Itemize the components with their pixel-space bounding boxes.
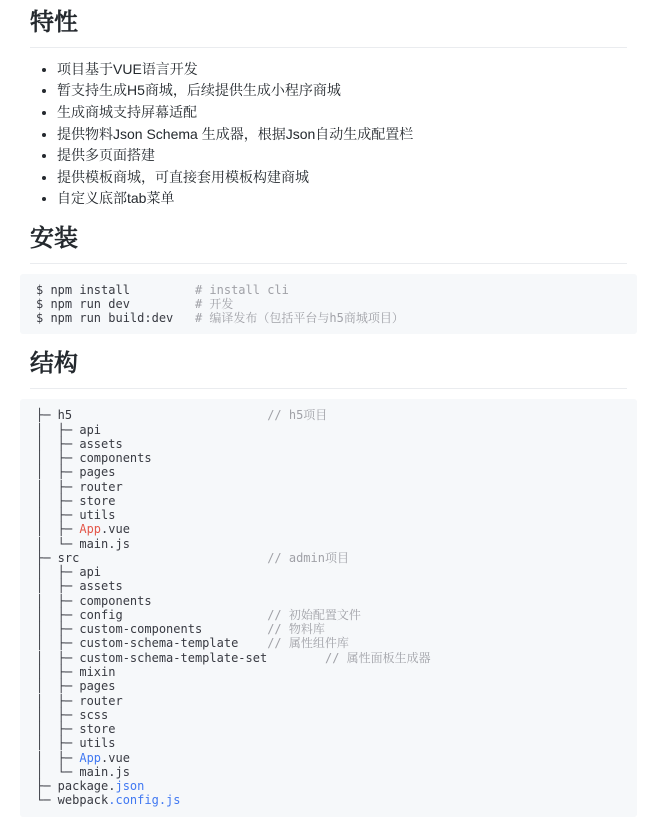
code-token: │ ├─ router [36, 693, 123, 708]
code-token: │ ├─ store [36, 722, 116, 737]
feature-item: • 提供物料Json Schema 生成器，根据Json自动生成配置栏 [57, 124, 627, 145]
code-token: │ ├─ custom-schema-template-set [36, 650, 325, 665]
code-token: │ ├─ custom-schema-template [36, 636, 268, 651]
tree-line [36, 722, 621, 736]
tree-line [36, 579, 621, 593]
feature-item: • 暂支持生成H5商城，后续提供生成小程序商城 [57, 80, 627, 101]
feature-item: • 自定义底部tab菜单 [57, 188, 627, 209]
tree-line [36, 494, 621, 508]
code-token: │ └─ main.js [36, 764, 130, 779]
tree-line [36, 408, 621, 422]
tree-line [36, 594, 621, 608]
tree-line [36, 508, 621, 522]
code-token: │ ├─ utils [36, 508, 116, 523]
feature-item: • 提供多页面搭建 [57, 145, 627, 166]
structure-heading: 结构 [30, 350, 627, 389]
code-token: │ ├─ pages [36, 465, 116, 480]
code-token: App [79, 750, 102, 765]
code-comment: // 物料库 [267, 622, 325, 637]
tree-line [36, 665, 621, 679]
code-token: ├─ h5 [36, 408, 268, 423]
tree-line [36, 451, 621, 465]
install-heading: 安装 [30, 225, 627, 264]
tree-line [36, 551, 621, 565]
code-token: App [79, 522, 102, 537]
code-token: │ ├─ components [36, 451, 152, 466]
code-comment: # install cli [194, 282, 289, 297]
code-token: json [115, 779, 145, 794]
tree-line [36, 480, 621, 494]
code-token: │ ├─ components [36, 593, 152, 608]
code-token: │ ├─ api [36, 565, 102, 580]
code-token: │ ├─ assets [36, 436, 123, 451]
code-comment: // 属性组件库 [267, 636, 349, 651]
tree-line [36, 679, 621, 693]
code-token: │ ├─ pages [36, 679, 116, 694]
code-token: │ ├─ [36, 522, 80, 537]
code-token: .vue [101, 522, 130, 537]
code-token: │ └─ main.js [36, 536, 130, 551]
code-comment: // 初始配置文件 [267, 607, 361, 622]
tree-line [36, 651, 621, 665]
code-command: $ npm run dev [36, 296, 195, 311]
code-token: │ ├─ mixin [36, 665, 116, 680]
code-line [36, 283, 621, 297]
tree-line [36, 622, 621, 636]
code-token: │ ├─ scss [36, 707, 109, 722]
code-token: │ ├─ api [36, 422, 102, 437]
structure-code-block [20, 399, 637, 816]
tree-line [36, 694, 621, 708]
tree-line [36, 465, 621, 479]
tree-line [36, 765, 621, 779]
code-token: │ ├─ custom-components [36, 622, 268, 637]
feature-item: • 提供模板商城，可直接套用模板构建商城 [57, 167, 627, 188]
code-token: │ ├─ [36, 750, 80, 765]
tree-line [36, 608, 621, 622]
code-token: │ ├─ utils [36, 736, 116, 751]
tree-line [36, 779, 621, 793]
code-token: │ ├─ config [36, 607, 268, 622]
tree-line [36, 565, 621, 579]
tree-line [36, 537, 621, 551]
code-token: ├─ src [36, 550, 268, 565]
code-comment: // admin项目 [267, 550, 349, 565]
features-list [30, 59, 627, 209]
code-token: ├─ package. [36, 779, 116, 794]
readme-page [0, 9, 657, 809]
install-code-block [20, 274, 637, 335]
tree-line [36, 736, 621, 750]
tree-line [36, 437, 621, 451]
feature-item: • 生成商城支持屏幕适配 [57, 102, 627, 123]
code-command: $ npm install [36, 282, 195, 297]
code-line [36, 297, 621, 311]
tree-line [36, 423, 621, 437]
code-token: │ ├─ store [36, 493, 116, 508]
code-token: │ ├─ assets [36, 579, 123, 594]
features-heading: 特性 [30, 9, 627, 48]
code-token: .vue [101, 750, 130, 765]
code-comment: # 开发 [194, 296, 234, 311]
tree-line [36, 751, 621, 765]
code-comment: // 属性面板生成器 [324, 650, 431, 665]
tree-line [36, 708, 621, 722]
tree-line [36, 793, 621, 807]
code-token: │ ├─ router [36, 479, 123, 494]
code-token: └─ webpack [36, 793, 109, 808]
tree-line [36, 636, 621, 650]
code-comment: # 编译发布（包括平台与h5商城项目） [194, 311, 404, 326]
code-command: $ npm run build:dev [36, 311, 195, 326]
tree-line [36, 522, 621, 536]
feature-item: • 项目基于VUE语言开发 [57, 59, 627, 80]
code-line [36, 311, 621, 325]
code-token: .config.js [108, 793, 181, 808]
code-comment: // h5项目 [267, 408, 328, 423]
